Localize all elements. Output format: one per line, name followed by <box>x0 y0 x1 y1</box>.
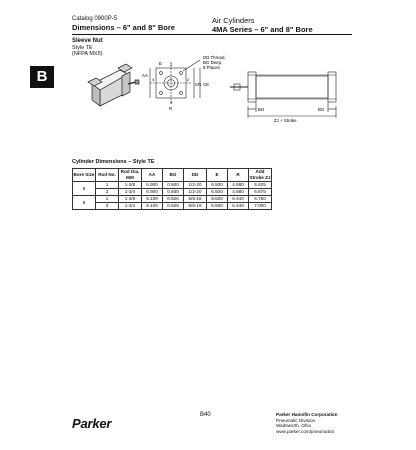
col-header: E <box>207 169 228 182</box>
table-cell: 6.500 <box>207 189 228 196</box>
col-header: DD <box>184 169 207 182</box>
table-cell: 1-3/4 <box>119 203 142 210</box>
header-rule <box>72 34 352 35</box>
end-view-drawing <box>140 50 230 120</box>
col-header: Rod Dia. MM <box>119 169 142 182</box>
port-label-4: 4 <box>152 77 155 82</box>
style-note-nfpa: (NFPA MX5) <box>72 51 103 57</box>
thread-note-2: BG Deep, <box>203 60 223 65</box>
port-label-2: 2 <box>187 77 190 82</box>
table-cell: 8.500 <box>207 196 228 203</box>
col-header: R <box>228 169 249 182</box>
e-label: E <box>159 61 162 66</box>
table-cell: 5/8-18 <box>184 203 207 210</box>
table-cell: 6.500 <box>207 182 228 189</box>
table-cell: 6.440 <box>228 196 249 203</box>
table-cell: 7.000 <box>249 203 272 210</box>
bg-right-label: BG <box>318 107 325 112</box>
table-cell: 6.900 <box>142 182 163 189</box>
port-label-1: 1 <box>170 62 173 67</box>
table-cell: 1 <box>96 196 119 203</box>
table-cell: 6.440 <box>228 203 249 210</box>
table-cell: 5/8-18 <box>184 196 207 203</box>
table-cell: 1 <box>96 182 119 189</box>
table-cell: 6.900 <box>142 189 163 196</box>
table-cell: 6.875 <box>249 189 272 196</box>
table-cell: 3 <box>96 189 119 196</box>
table-cell: 1-3/8 <box>119 196 142 203</box>
table-cell: 4.880 <box>228 182 249 189</box>
parker-logo: Parker <box>72 416 112 431</box>
table-row <box>73 182 272 189</box>
bore-cell: 8 <box>73 196 96 210</box>
col-header: Add Stroke ZJ <box>249 169 271 180</box>
r-label: R <box>169 106 173 111</box>
table-cell: 1/2-20 <box>184 182 207 189</box>
col-header: BG <box>163 169 184 182</box>
table-title: Cylinder Dimensions – Style TE <box>72 159 155 165</box>
cr-label: CR <box>195 82 202 87</box>
table-row <box>73 196 272 203</box>
aa-label: AA <box>142 73 148 78</box>
bore-cell: 6 <box>73 182 96 196</box>
zj-stroke-label: ZJ + Stroke <box>274 118 297 123</box>
table-row <box>73 203 272 210</box>
corp-city: Wadsworth, Ohio <box>276 423 312 429</box>
table-cell: 9.100 <box>142 196 163 203</box>
ce-label: CE <box>203 82 210 87</box>
table-header-row <box>73 169 272 182</box>
air-cylinders-title: Air Cylinders <box>212 16 255 25</box>
table-cell: 1-3/4 <box>119 189 142 196</box>
col-header: Bore Size <box>73 169 96 182</box>
table-cell: 0.500 <box>163 182 184 189</box>
table-cell: 0.500 <box>163 189 184 196</box>
col-header: Rod No. <box>96 169 119 182</box>
table-cell: 6.625 <box>249 182 272 189</box>
cylinder-dimensions-table <box>72 168 272 210</box>
dimensions-title: Dimensions – 6" and 8" Bore <box>72 23 175 32</box>
bg-left-label: BG <box>258 107 265 112</box>
corp-division: Pneumatic Division <box>276 417 316 423</box>
table-cell: 8.500 <box>207 203 228 210</box>
table-cell: 1/2-20 <box>184 189 207 196</box>
port-label-3: 3 <box>170 100 173 105</box>
cylinder-illustration <box>82 62 142 112</box>
corporate-info <box>276 412 338 434</box>
table-cell: 3 <box>96 203 119 210</box>
section-tab: B <box>30 66 54 88</box>
side-view-drawing <box>226 62 348 124</box>
style-note-title: Sleeve Nut <box>72 38 103 44</box>
table-cell: 6.750 <box>249 196 272 203</box>
table-cell: 1-3/8 <box>119 182 142 189</box>
style-note-style: Style TE <box>72 45 93 51</box>
table-row <box>73 189 272 196</box>
thread-note-3: 8 Places <box>203 65 220 70</box>
corp-url: www.parker.com/pneumatics <box>276 428 335 434</box>
thread-note-1: DD Thread, <box>203 55 226 60</box>
page-number: B40 <box>200 412 211 418</box>
catalog-number: Catalog 0900P-5 <box>72 16 118 22</box>
series-title: 4MA Series – 6" and 8" Bore <box>212 25 313 34</box>
table-cell: 0.626 <box>163 196 184 203</box>
corp-name: Parker Hannifin Corporation <box>276 412 338 417</box>
table-cell: 0.626 <box>163 203 184 210</box>
table-cell: 4.880 <box>228 189 249 196</box>
table-cell: 9.100 <box>142 203 163 210</box>
col-header: AA <box>142 169 163 182</box>
